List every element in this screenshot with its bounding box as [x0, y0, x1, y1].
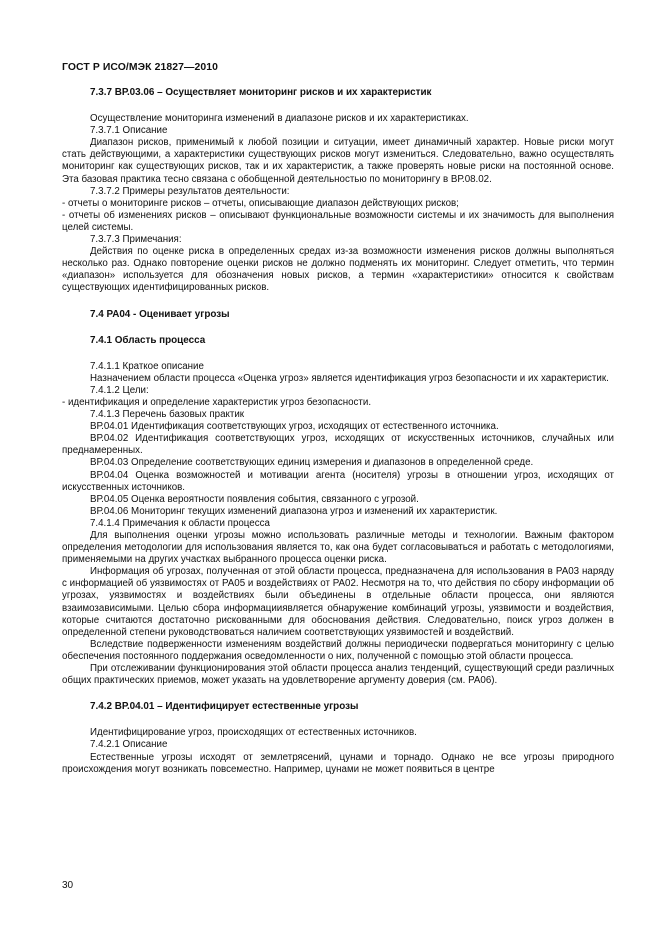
paragraph: 7.4.1.3 Перечень базовых практик: [90, 409, 245, 421]
list-item: ВР.04.01 Идентификация соответствующих угроз, исходящих от естественного источника.: [90, 421, 499, 433]
section-heading-7-4-1: 7.4.1 Область процесса: [90, 334, 206, 346]
paragraph: 7.4.1.4 Примечания к области процесса: [90, 517, 270, 529]
paragraph: Естественные угрозы исходят от землетрясений, цунами и торнадо. Однако не все угрозы природного происхождения могут возникать повсеместно. Например, цунами не может появиться в центре: [62, 751, 614, 775]
paragraph: Действия по оценке риска в определенных средах из-за возможности изменения рисков должны выполняться несколько раз. Однако повторение оценки рисков не должно подменять их мониторинг. Следует отметить, что термин «диапазон» используется для обозначения новых рисков, а термин «характеристики» относится к свойствам существующих идентифицированных рисков.: [62, 246, 614, 294]
document-header: ГОСТ Р ИСО/МЭК 21827—2010: [62, 62, 218, 73]
paragraph: 7.3.7.1 Описание: [90, 125, 168, 137]
paragraph: Диапазон рисков, применимый к любой позиции и ситуации, имеет динамичный характер. Новые риски могут стать действующими, а характеристики существующих рисков могут измениться. Следовательно, важно осуществлять мониторинг как существующих рисков, так и их характеристик, а также проверять новые риски на постоянной основе. Эта базовая практика тесно связана с обобщенной деятельностью по мониторингу в ВР.08.02.: [62, 137, 614, 185]
paragraph: 7.4.1.1 Краткое описание: [90, 360, 204, 372]
list-item: ВР.04.02 Идентификация соответствующих угроз, исходящих от искусственных источников, случайных или преднамеренных.: [62, 433, 614, 457]
paragraph: Для выполнения оценки угрозы можно использовать различные методы и технологии. Важным фактором определения методологии для использования является то, как она будет согласовываться и работать с методологиями, применяемыми на других участках выбранного процесса оценки риска.: [62, 530, 614, 566]
section-heading-7-4-2: 7.4.2 ВР.04.01 – Идентифицирует естественные угрозы: [90, 701, 359, 713]
paragraph: Назначением области процесса «Оценка угроз» является идентификация угроз безопасности и их характеристик.: [90, 372, 609, 384]
paragraph: Вследствие подверженности изменениям воздействий должны периодически подвергаться мониторингу с целью обеспечения постоянного поддержания осведомленности о них, полученной с помощью этой области процесса.: [62, 638, 614, 662]
section-heading-7-3-7: 7.3.7 ВР.03.06 – Осуществляет мониторинг рисков и их характеристик: [90, 87, 432, 98]
paragraph: Осуществление мониторинга изменений в диапазоне рисков и их характеристиках.: [90, 113, 469, 125]
paragraph: 7.3.7.2 Примеры результатов деятельности:: [90, 185, 290, 197]
list-item: - отчеты о мониторинге рисков – отчеты, описывающие диапазон действующих рисков;: [62, 197, 459, 209]
paragraph: Информация об угрозах, полученная от этой области процесса, предназначена для использования в РА03 наряду с информацией об уязвимостях от РА05 и воздействиях от РА02. Несмотря на то, что действия по сбору информации об угрозах, уязвимостях и воздействиях были объединены в отдельные области процесса, они являются взаимозависимыми. Целью сбора информацииявляется обнаружение комбинаций угрозы, уязвимости и воздействия, которые считаются достаточно рискованными для обоснования действия. Следовательно, поиск угроз должен в определенной степени руководствоваться наличием соответствующих уязвимостей и воздействий.: [62, 566, 614, 638]
paragraph: 7.4.1.2 Цели:: [90, 384, 149, 396]
list-item: ВР.04.04 Оценка возможностей и мотивации агента (носителя) угрозы в отношении угроз, исходящих от искусственных источников.: [62, 469, 614, 493]
list-item: ВР.04.03 Определение соответствующих единиц измерения и диапазонов в определенной среде.: [90, 457, 534, 469]
list-item: - отчеты об изменениях рисков – описывают функциональные возможности системы и их значимость для выполнения целей системы.: [62, 209, 614, 233]
list-item: - идентификация и определение характеристик угроз безопасности.: [62, 396, 372, 408]
paragraph: 7.4.2.1 Описание: [90, 739, 168, 751]
paragraph: 7.3.7.3 Примечания:: [90, 234, 182, 246]
page-number: 30: [62, 880, 74, 891]
paragraph: При отслеживании функционирования этой области процесса анализ тенденций, существующий среди различных общих практических приемов, может указать на удовлетворение аргументу доверия (см. РА06).: [62, 663, 614, 687]
section-heading-7-4: 7.4 РА04 - Оценивает угрозы: [90, 308, 230, 320]
list-item: ВР.04.06 Мониторинг текущих изменений диапазона угроз и изменений их характеристик.: [90, 505, 498, 517]
document-page: [62, 62, 614, 776]
paragraph: Идентифицирование угроз, происходящих от естественных источников.: [90, 727, 417, 739]
list-item: ВР.04.05 Оценка вероятности появления события, связанного с угрозой.: [90, 493, 419, 505]
